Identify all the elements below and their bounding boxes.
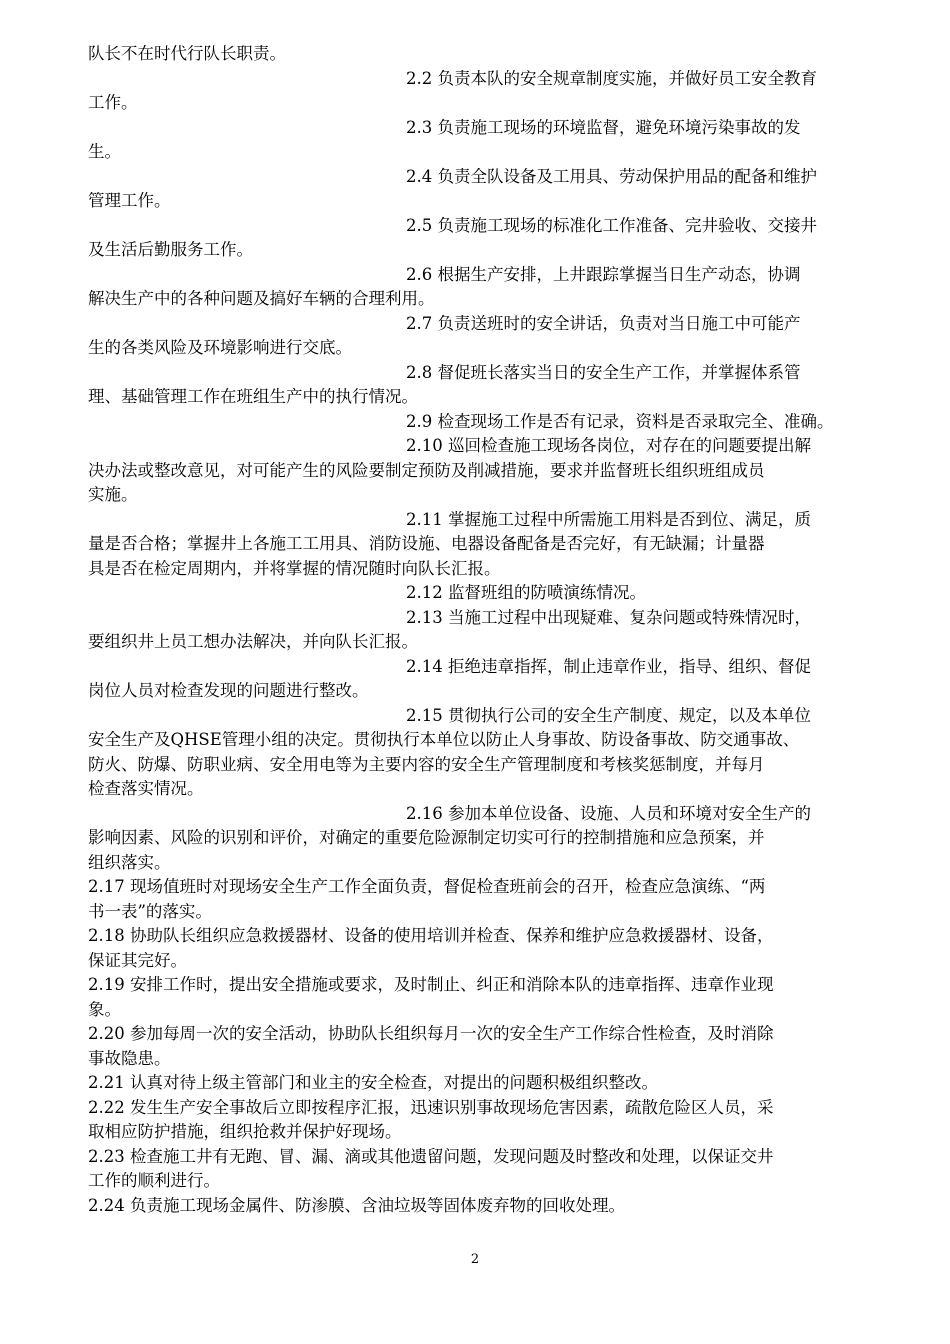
item-2-12-start: 2.12 监督班组的防喷演练情况。: [406, 583, 646, 602]
text-line: 书一表”的落实。: [88, 901, 212, 921]
text-line: 取相应防护措施，组织抢救并保护好现场。: [88, 1122, 402, 1141]
text-line: 保证其完好。: [88, 950, 187, 970]
text-line: 量是否合格；掌握井上各施工工用具、消防设施、电器设备配备是否完好，有无缺漏；计量器: [88, 534, 765, 553]
item-2-13-start: 2.13 当施工过程中出现疑难、复杂问题或特殊情况时，: [406, 607, 811, 627]
item-2-10-start: 2.10 巡回检查施工现场各岗位，对存在的问题要提出解: [406, 436, 811, 455]
text-line: 生的各类风险及环境影响进行交底。: [88, 338, 352, 357]
item-2-21-start: 2.21 认真对待上级主管部门和业主的安全检查，对提出的问题积极组织整改。: [88, 1073, 658, 1092]
item-2-20-start: 2.20 参加每周一次的安全活动，协助队长组织每月一次的安全生产工作综合性检查，及时消除: [88, 1024, 774, 1043]
text-line: 事故隐患。: [88, 1048, 171, 1068]
text-line: 组织落实。: [88, 852, 171, 872]
text-line: 影响因素、风险的识别和评价，对确定的重要危险源制定切实可行的控制措施和应急预案，并: [88, 828, 765, 847]
item-2-3-start: 2.3 负责施工现场的环境监督，避免环境污染事故的发: [406, 117, 801, 137]
item-2-14-start: 2.14 拒绝违章指挥，制止违章作业，指导、组织、督促: [406, 656, 811, 676]
text-line: 具是否在检定周期内，并将掌握的情况随时向队长汇报。: [88, 558, 501, 578]
document-body: [88, 42, 878, 1218]
item-2-6-start: 2.6 根据生产安排，上井跟踪掌握当日生产动态，协调: [406, 264, 801, 284]
text-line: 安全生产及QHSE管理小组的决定。贯彻执行本单位以防止人身事故、防设备事故、防交通事故、: [88, 730, 800, 749]
text-line: 要组织井上员工想办法解决，并向队长汇报。: [88, 632, 418, 651]
item-2-2-start: 2.2 负责本队的安全规章制度实施，并做好员工安全教育: [406, 68, 817, 88]
item-2-5-start: 2.5 负责施工现场的标准化工作准备、完井验收、交接井: [406, 215, 817, 235]
text-line: 象。: [88, 999, 121, 1019]
item-2-11-start: 2.11 掌握施工过程中所需施工用料是否到位、满足，质: [406, 509, 811, 529]
text-line: 实施。: [88, 485, 138, 504]
text-line: 决办法或整改意见，对可能产生的风险要制定预防及削减措施，要求并监督班长组织班组成员: [88, 460, 765, 480]
item-2-24-start: 2.24 负责施工现场金属件、防渗膜、含油垃圾等固体废弃物的回收处理。: [88, 1195, 625, 1215]
text-line: 工作。: [88, 93, 138, 112]
text-line: 及生活后勤服务工作。: [88, 240, 253, 259]
text-line: 工作的顺利进行。: [88, 1171, 220, 1190]
item-2-23-start: 2.23 检查施工井有无跑、冒、漏、滴或其他遗留问题，发现问题及时整改和处理，以保证交井: [88, 1146, 774, 1166]
text-line: 检查落实情况。: [88, 779, 204, 798]
text-line: 管理工作。: [88, 191, 171, 210]
item-2-19-start: 2.19 安排工作时，提出安全措施或要求，及时制止、纠正和消除本队的违章指挥、违章作业现: [88, 975, 774, 994]
text-line: 解决生产中的各种问题及搞好车辆的合理利用。: [88, 289, 435, 308]
item-2-4-start: 2.4 负责全队设备及工用具、劳动保护用品的配备和维护: [406, 166, 817, 186]
item-2-15-start: 2.15 贯彻执行公司的安全生产制度、规定，以及本单位: [406, 705, 811, 725]
item-2-18-start: 2.18 协助队长组织应急救援器材、设备的使用培训并检查、保养和维护应急救援器材、设备，: [88, 926, 774, 945]
item-2-7-start: 2.7 负责送班时的安全讲话，负责对当日施工中可能产: [406, 313, 801, 333]
item-2-9-start: 2.9 检查现场工作是否有记录，资料是否录取完全、准确。: [406, 411, 834, 431]
text-line: 理、基础管理工作在班组生产中的执行情况。: [88, 387, 418, 406]
text-line: 生。: [88, 142, 121, 161]
item-2-17-start: 2.17 现场值班时对现场安全生产工作全面负责，督促检查班前会的召开，检查应急演练、“两: [88, 877, 766, 896]
text-line: 队长不在时代行队长职责。: [88, 44, 286, 63]
text-line: 防火、防爆、防职业病、安全用电等为主要内容的安全生产管理制度和考核奖惩制度，并每月: [88, 754, 765, 774]
text-line: 岗位人员对检查发现的问题进行整改。: [88, 681, 369, 700]
item-2-16-start: 2.16 参加本单位设备、设施、人员和环境对安全生产的: [406, 803, 811, 823]
page-number: 2: [470, 1252, 480, 1267]
item-2-22-start: 2.22 发生生产安全事故后立即按程序汇报，迅速识别事故现场危害因素，疏散危险区人员，采: [88, 1097, 774, 1117]
item-2-8-start: 2.8 督促班长落实当日的安全生产工作，并掌握体系管: [406, 362, 801, 382]
